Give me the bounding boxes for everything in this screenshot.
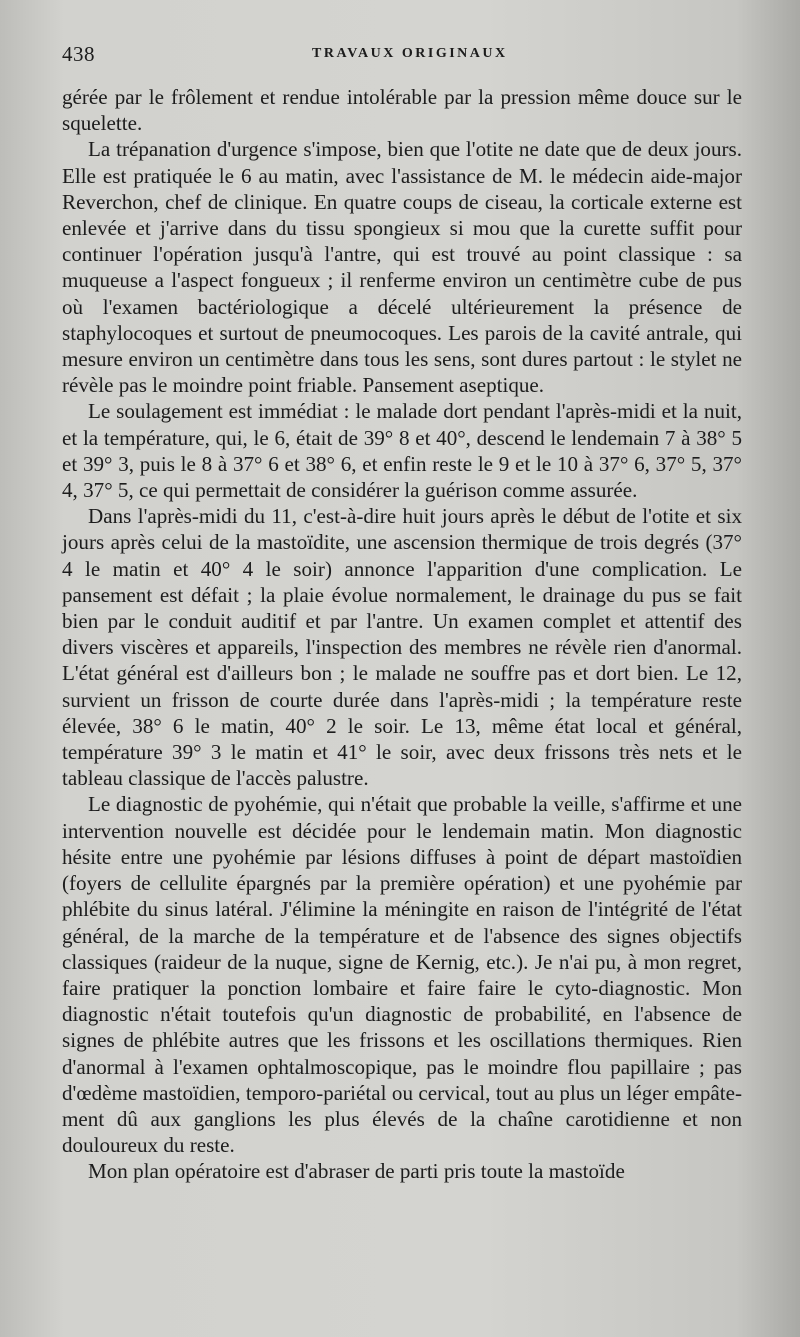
paragraph-soulagement: Le soulagement est immédiat : le malade dort pendant l'après-midi et la nuit, et la température, qui, le 6, était de 39° 8 et 40°, descend le lendemain 7 à 38° 5 et 39° 3, puis le 8 à 37° 6 et 38° 6, et enfin reste le 9 et le 10 à 37° 6, 37° 5, 37° 4, 37° 5, ce qui permettait de considérer la guérison comme assurée. <box>62 399 742 503</box>
paragraph-continuation: gérée par le frôlement et rendue intolérable par la pression même douce sur le squelette. <box>62 85 742 136</box>
running-head: TRAVAUX ORIGINAUX <box>312 46 508 61</box>
page-number: 438 <box>62 42 95 66</box>
page-header <box>62 42 722 72</box>
paragraph-complication: Dans l'après-midi du 11, c'est-à-dire huit jours après le début de l'otite et six jours après celui de la mastoïdite, une ascension thermique de trois degrés (37° 4 le matin et 40° 4 le soir) annonce l'apparition d'une complication. Le pansement est défait ; la plaie évolue normalement, le drainage du pus se fait bien par le conduit auditif et par l'antre. Un examen complet et attentif des divers viscères et appareils, l'inspection des membres ne révèle rien d'anormal. L'état général est d'ailleurs bon ; le malade ne souffre pas et dort bien. Le 12, survient un frisson de courte durée dans l'après-midi ; la température reste élevée, 38° 6 le matin, 40° 2 le soir. Le 13, même état local et général, température 39° 3 le matin et 41° le soir, avec deux frissons très nets et le tableau classique de l'accès palustre. <box>62 504 742 791</box>
paragraph-diagnostic: Le diagnostic de pyohémie, qui n'était que probable la veille, s'affirme et une intervention nouvelle est décidée pour le lendemain matin. Mon diagnostic hésite entre une pyohémie par lésions diffuses à point de départ mastoïdien (foyers de cellulite épargnés par la première opération) et une pyohémie par phlébite du sinus latéral. J'élimine la méningite en raison de l'intégrité de l'état général, de la marche de la température et de l'absence des signes objectifs classiques (raideur de la nuque, signe de Kernig, etc.). Je n'ai pu, à mon regret, faire pratiquer la ponction lombaire et faire faire le cyto-diagnostic. Mon diagnostic n'était toutefois qu'un diagnostic de probabilité, en l'absence de signes de phlébite autres que les frissons et les oscillations thermiques. Rien d'anormal à l'examen ophtalmoscopique, pas le moindre flou papillaire ; pas d'œdème mastoïdien, temporo-pariétal ou cervical, tout au plus un léger empâtement dû aux ganglions les plus élevés de la chaîne carotidienne et non douloureux du reste. <box>62 792 742 1158</box>
paragraph-plan-operatoire: Mon plan opératoire est d'abraser de parti pris toute la mastoïde <box>88 1159 625 1184</box>
body-text <box>62 84 742 1185</box>
paragraph-trepanation: La trépanation d'urgence s'impose, bien que l'otite ne date que de deux jours. Elle est pratiquée le 6 au matin, avec l'assistance de M. le médecin aide-major Reverchon, chef de clinique. En quatre coups de ciseau, la corticale externe est enlevée et j'arrive dans du tissu spongieux si mou que la curette suffit pour continuer l'opération jusqu'à l'antre, qui est trouvé au point classique : sa muqueuse a l'aspect fongueux ; il renferme environ un centimètre cube de pus où l'examen bactériologique a décelé ultérieurement la présence de staphylocoques et surtout de pneumocoques. Les parois de la cavité antrale, qui mesure environ un centimètre dans tous les sens, sont dures partout : le stylet ne révèle pas le moindre point friable. Pansement aseptique. <box>62 137 742 398</box>
